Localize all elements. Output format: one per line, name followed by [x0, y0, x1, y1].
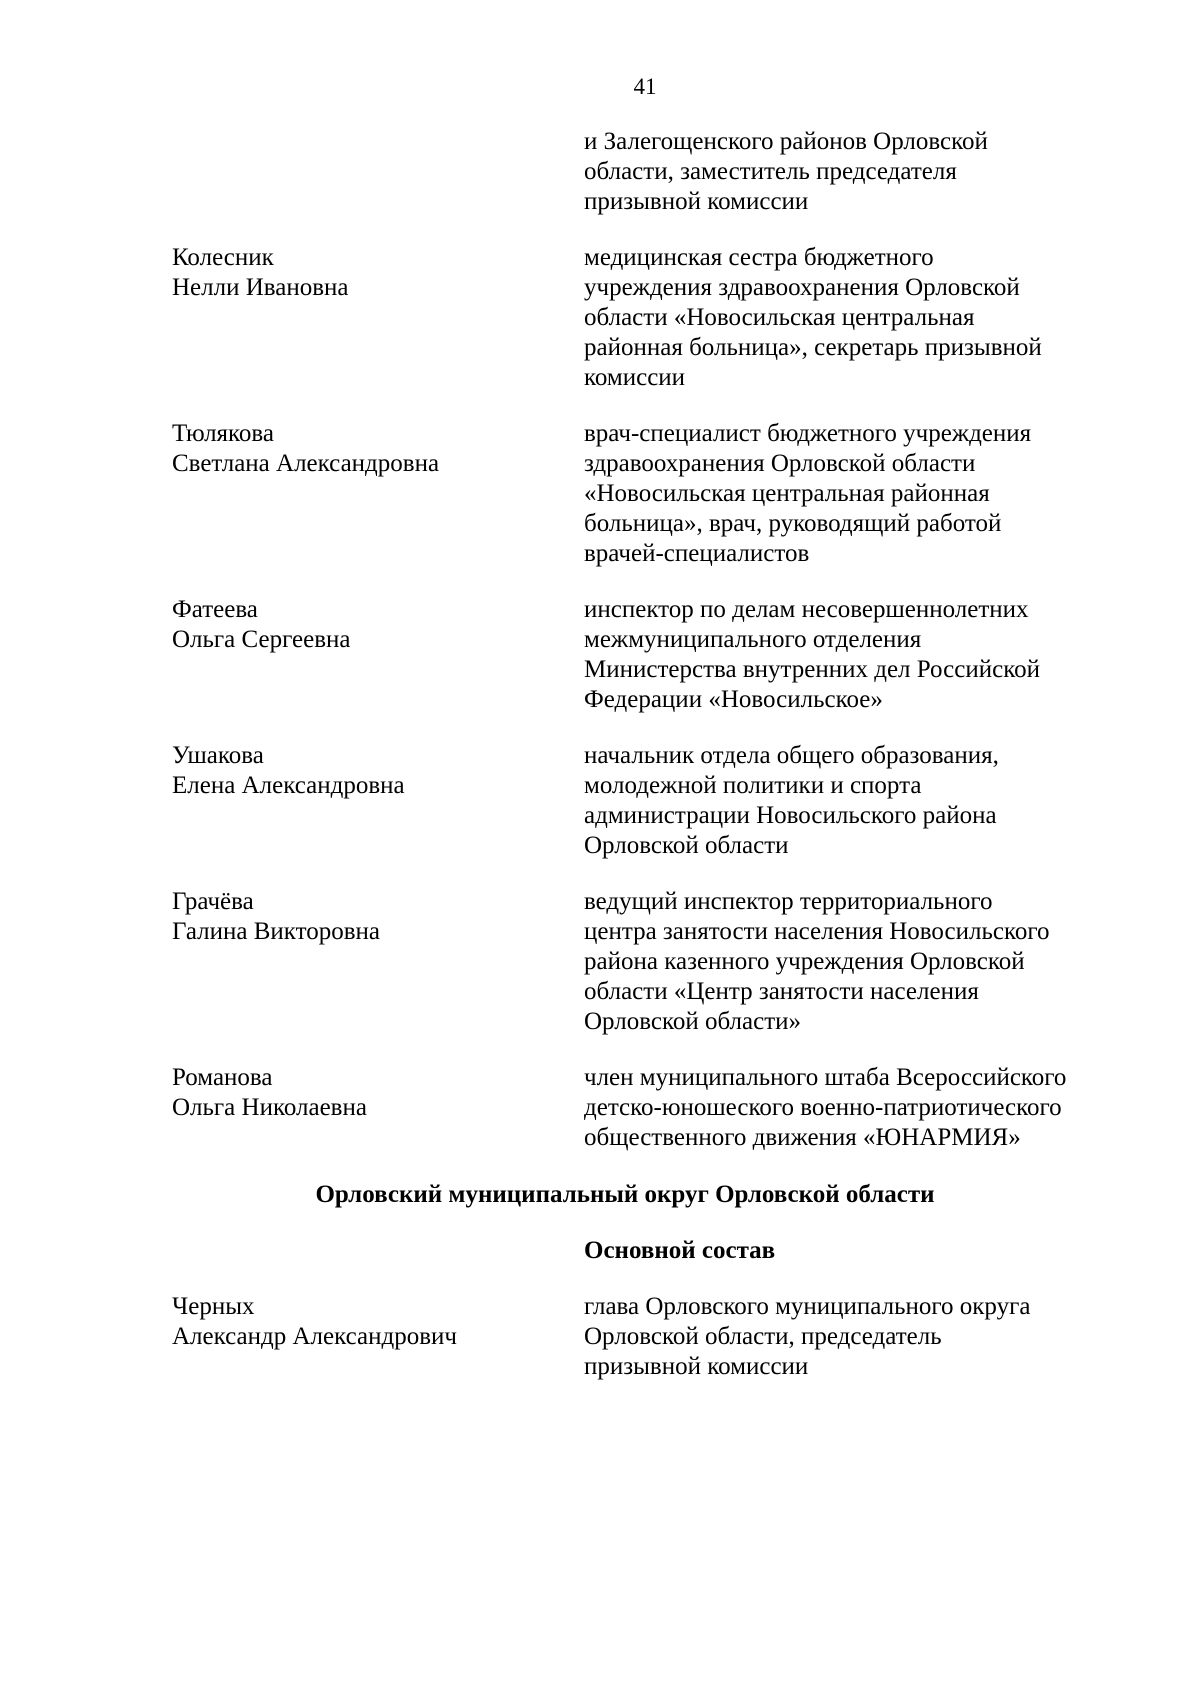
member-entry — [172, 1292, 1142, 1382]
continuation-text: и Залегощенского районов Орловской области, заместитель председателя призывной комиссии — [584, 128, 988, 215]
member-surname: Черных — [172, 1293, 255, 1320]
member-surname: Грачёва — [172, 888, 254, 915]
page-number: 41 — [633, 74, 657, 99]
member-name — [172, 1292, 584, 1352]
member-given-names: Елена Александровна — [172, 772, 405, 799]
member-position: начальник отдела общего образования, молодежной политики и спорта администрации Новосильского района Орловской области — [584, 742, 999, 859]
member-given-names: Светлана Александровна — [172, 450, 440, 477]
member-given-names: Галина Викторовна — [172, 918, 380, 945]
member-position: глава Орловского муниципального округа Орловской области, председатель призывной комиссии — [584, 1293, 1031, 1380]
member-entry — [172, 887, 1142, 1037]
member-given-names: Александр Александрович — [172, 1323, 457, 1350]
member-surname: Ушакова — [172, 742, 264, 769]
section-title: Орловский муниципальный округ Орловской области — [315, 1181, 935, 1208]
member-surname: Романова — [172, 1064, 273, 1091]
member-entry — [172, 741, 1142, 861]
member-entry — [172, 243, 1142, 393]
member-surname: Колесник — [172, 244, 274, 271]
member-name — [172, 1063, 584, 1123]
member-position: инспектор по делам несовершеннолетних межмуниципального отделения Министерства внутренних дел Российской Федерации «Новосильское» — [584, 596, 1040, 713]
document-body — [172, 127, 1142, 1382]
member-name — [172, 419, 584, 479]
member-given-names: Нелли Ивановна — [172, 274, 349, 301]
section-subtitle: Основной состав — [584, 1237, 776, 1264]
member-given-names: Ольга Сергеевна — [172, 626, 351, 653]
member-surname: Фатеева — [172, 596, 258, 623]
member-position: член муниципального штаба Всероссийского детско-юношеского военно-патриотического общественного движения «ЮНАРМИЯ» — [584, 1064, 1067, 1151]
member-surname: Тюлякова — [172, 420, 275, 447]
member-entry — [172, 1063, 1142, 1153]
member-name — [172, 741, 584, 801]
member-name — [172, 595, 584, 655]
member-position: медицинская сестра бюджетного учреждения здравоохранения Орловской области «Новосильская центральная районная больница», секретарь призывной комиссии — [584, 244, 1042, 391]
member-entry — [172, 419, 1142, 569]
member-name — [172, 243, 584, 303]
member-entry — [172, 595, 1142, 715]
member-given-names: Ольга Николаевна — [172, 1094, 367, 1121]
member-position: ведущий инспектор территориального центра занятости населения Новосильского района казенного учреждения Орловской области «Центр занятости населения Орловской области» — [584, 888, 1050, 1035]
member-position: врач-специалист бюджетного учреждения здравоохранения Орловской области «Новосильская центральная районная больница», врач, руководящий работой врачей-специалистов — [584, 420, 1032, 567]
member-name — [172, 887, 584, 947]
continuation-entry — [172, 127, 1142, 217]
